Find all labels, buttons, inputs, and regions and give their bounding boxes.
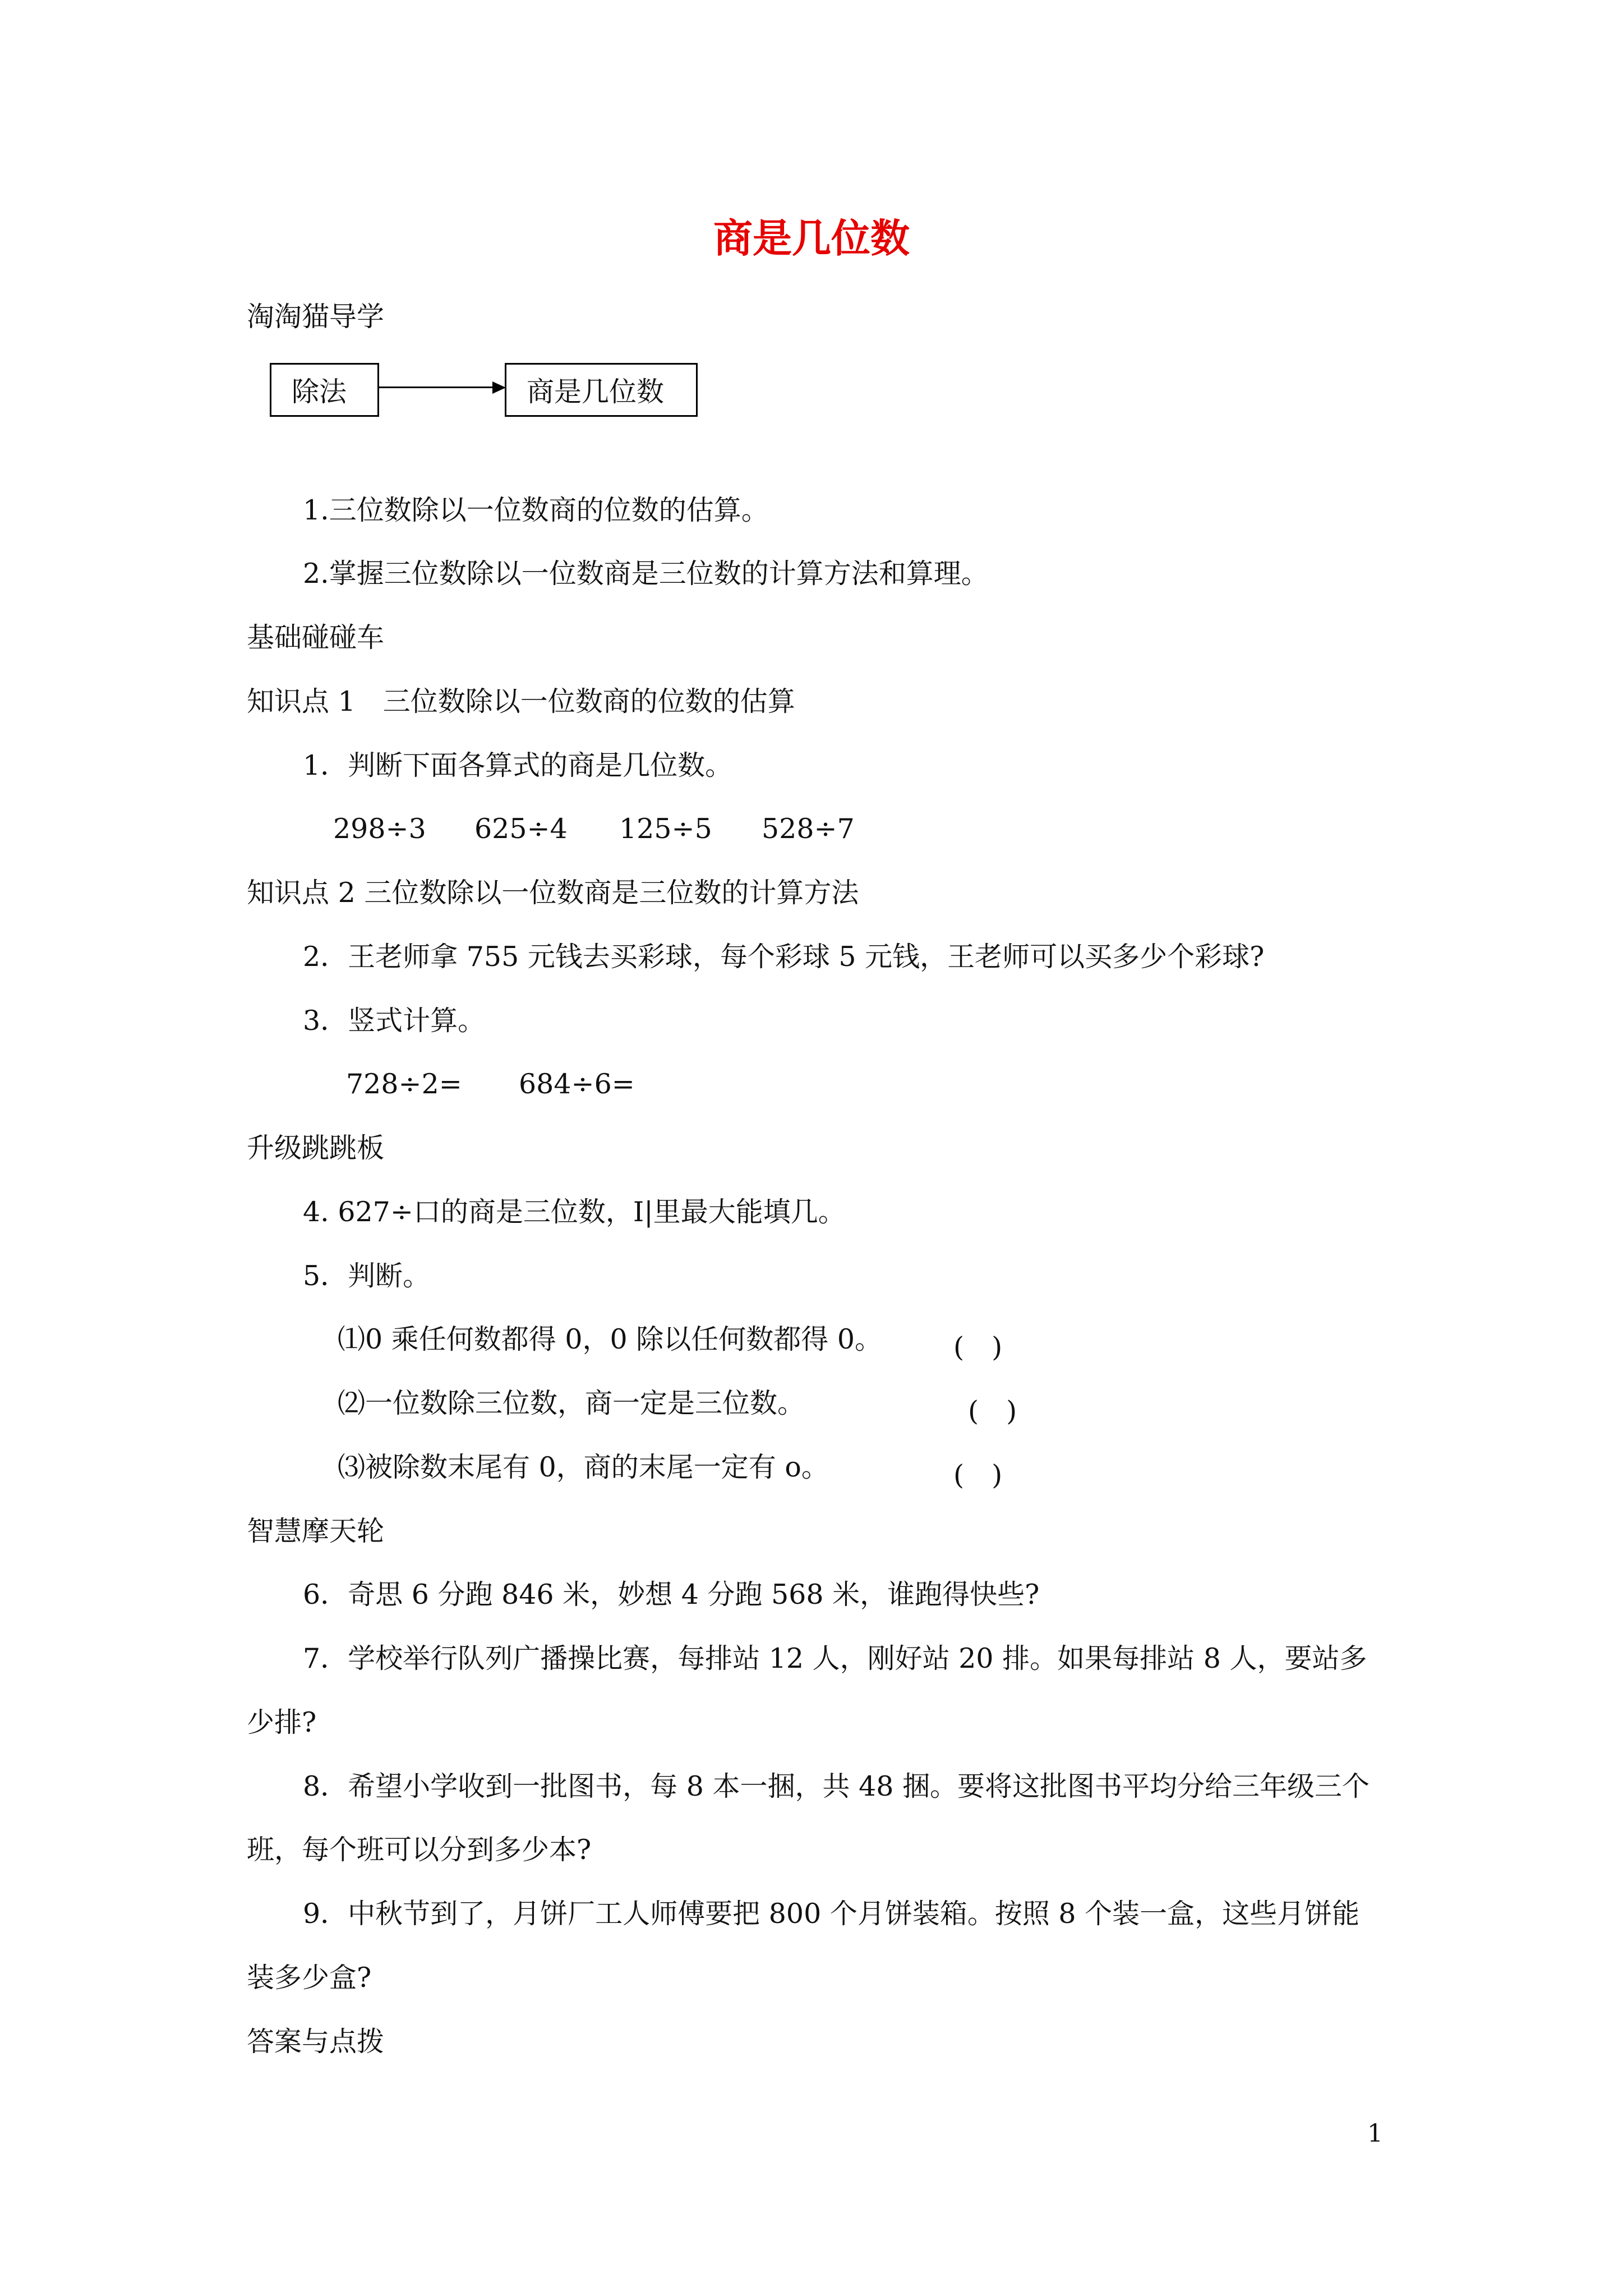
diagram-label-quotient-digits: 商是几位数	[527, 376, 665, 408]
diagram-label-division: 除法	[292, 376, 347, 408]
section-heading-upgrade: 升级跳跳板	[247, 1132, 385, 1164]
section-heading-wisdom: 智慧摩天轮	[247, 1515, 385, 1547]
question-5: 5．判断。	[303, 1260, 431, 1292]
question-8-line-1: 8．希望小学收到一批图书，每 8 本一捆，共 48 捆。要将这批图书平均分给三年级三个	[303, 1770, 1370, 1802]
question-4: 4. 627÷口的商是三位数，I|里最大能填几。	[303, 1196, 846, 1228]
diagram-box-division	[270, 363, 379, 417]
expression-728-div-2: 728÷2=	[346, 1068, 462, 1100]
knowledge-point-2-heading: 知识点 2 三位数除以一位数商是三位数的计算方法	[247, 877, 859, 909]
diagram-box-quotient-digits	[505, 363, 698, 417]
judgment-2-text: ⑵一位数除三位数，商一定是三位数。	[338, 1387, 805, 1419]
expression-125-div-5: 125÷5	[619, 813, 712, 845]
expression-684-div-6: 684÷6=	[519, 1068, 635, 1100]
expression-528-div-7: 528÷7	[762, 813, 855, 845]
question-7-line-1: 7．学校举行队列广播操比赛，每排站 12 人，刚好站 20 排。如果每排站 8 人，要站多	[303, 1642, 1367, 1674]
judgment-3-answer-paren[interactable]: ( )	[953, 1459, 1003, 1491]
question-6: 6．奇思 6 分跑 846 米，妙想 4 分跑 568 米，谁跑得快些?	[303, 1579, 1040, 1611]
arrow-line	[379, 386, 499, 388]
section-heading-basic: 基础碰碰车	[247, 622, 385, 654]
question-8-line-2: 班，每个班可以分到多少本?	[247, 1834, 592, 1866]
judgment-3-text: ⑶被除数末尾有 0，商的末尾一定有 o。	[338, 1451, 829, 1483]
question-1: 1．判断下面各算式的商是几位数。	[303, 749, 733, 781]
arrow-right-icon	[492, 381, 506, 394]
question-2: 2．王老师拿 755 元钱去买彩球，每个彩球 5 元钱，王老师可以买多少个彩球?	[303, 941, 1265, 973]
page-number: 1	[1367, 2119, 1383, 2148]
judgment-1-answer-paren[interactable]: ( )	[953, 1331, 1003, 1363]
expression-298-div-3: 298÷3	[333, 813, 426, 845]
objective-2: 2.掌握三位数除以一位数商是三位数的计算方法和算理。	[303, 558, 989, 590]
objective-1: 1.三位数除以一位数商的位数的估算。	[303, 494, 769, 526]
question-3: 3．竖式计算。	[303, 1005, 486, 1037]
question-9-line-2: 装多少盒?	[247, 1962, 372, 1994]
judgment-1-text: ⑴0 乘任何数都得 0，0 除以任何数都得 0。	[338, 1323, 883, 1355]
expression-625-div-4: 625÷4	[474, 813, 568, 845]
page-title: 商是几位数	[713, 215, 910, 261]
section-heading-answers: 答案与点拨	[247, 2026, 385, 2058]
question-7-line-2: 少排?	[247, 1706, 317, 1738]
section-heading-guide: 淘淘猫导学	[247, 301, 385, 333]
judgment-2-answer-paren[interactable]: ( )	[968, 1395, 1017, 1427]
knowledge-point-1-heading: 知识点 1 三位数除以一位数商的位数的估算	[247, 685, 795, 717]
question-9-line-1: 9．中秋节到了，月饼厂工人师傅要把 800 个月饼装箱。按照 8 个装一盒，这些月饼能	[303, 1898, 1360, 1930]
